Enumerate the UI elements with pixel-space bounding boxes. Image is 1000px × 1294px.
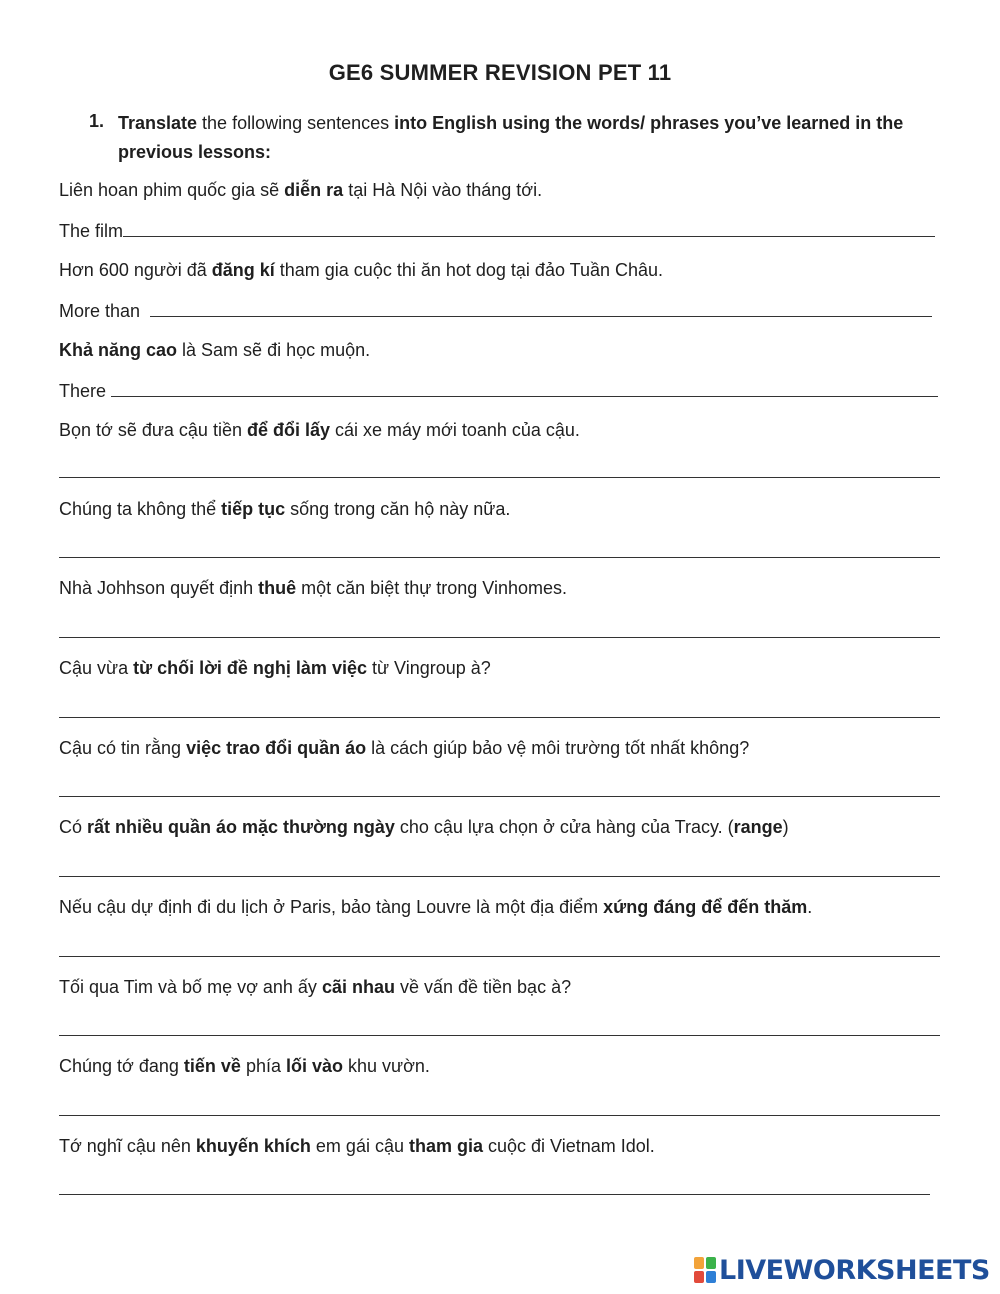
- sentence-text: ): [782, 817, 789, 837]
- sentence-text: một căn biệt thự trong Vinhomes.: [296, 578, 568, 598]
- instruction-number: 1.: [89, 111, 105, 131]
- sentence-text: cho cậu lựa chọn ở cửa hàng của Tracy. (: [394, 817, 734, 837]
- sentence-text: the following sentences: [197, 113, 395, 133]
- answer-prompt: More than: [59, 301, 151, 321]
- sentence-text: Chúng tớ đang: [59, 1056, 184, 1076]
- vietnamese-sentence: [59, 420, 580, 441]
- liveworksheets-logo-text: LIVEWORKSHEETS: [719, 1254, 990, 1286]
- key-phrase: Khả năng cao: [59, 340, 178, 360]
- sentence-text: Cậu có tin rằng: [59, 738, 187, 758]
- key-phrase: range: [733, 817, 783, 837]
- sentence-text: Liên hoan phim quốc gia sẽ: [59, 180, 285, 200]
- liveworksheets-logo-icon: [694, 1257, 716, 1283]
- answer-blank[interactable]: [59, 956, 940, 957]
- answer-blank[interactable]: [59, 796, 940, 797]
- answer-blank[interactable]: [59, 717, 940, 718]
- sentence-text: Tối qua Tim và bố mẹ vợ anh ấy: [59, 977, 322, 997]
- sentence-text: là Sam sẽ đi học muộn.: [177, 340, 371, 360]
- sentence-text: Hơn 600 người đã: [59, 260, 212, 280]
- vietnamese-sentence: [59, 738, 749, 759]
- sentence-text: Chúng ta không thể: [59, 499, 222, 519]
- vietnamese-sentence: [59, 260, 663, 281]
- sentence-text: tham gia cuộc thi ăn hot dog tại đảo Tuần Châu.: [274, 260, 664, 280]
- sentence-text: là cách giúp bảo vệ môi trường tốt nhất không?: [366, 738, 750, 758]
- answer-blank[interactable]: [59, 557, 940, 558]
- key-phrase: tiếp tục: [221, 499, 286, 519]
- answer-prompt: There: [59, 381, 112, 401]
- answer-blank[interactable]: [59, 1194, 930, 1195]
- vietnamese-sentence: [59, 1056, 430, 1077]
- sentence-text: cái xe máy mới toanh của cậu.: [330, 420, 580, 440]
- key-phrase: Translate: [118, 113, 198, 133]
- vietnamese-sentence: [59, 658, 491, 679]
- answer-blank[interactable]: [59, 1115, 940, 1116]
- vietnamese-sentence: [59, 1136, 655, 1157]
- answer-blank[interactable]: [59, 876, 940, 877]
- sentence-text: cuộc đi Vietnam Idol.: [483, 1136, 655, 1156]
- answer-line: [59, 300, 932, 322]
- sentence-text: em gái cậu: [310, 1136, 409, 1156]
- key-phrase: into English using the words/ phrases you’ve learned in the previous lessons:: [118, 113, 904, 162]
- answer-line: [59, 220, 935, 242]
- vietnamese-sentence: [59, 897, 812, 918]
- vietnamese-sentence: [59, 817, 789, 838]
- sentence-text: Nhà Johhson quyết định: [59, 578, 259, 598]
- answer-blank[interactable]: [150, 300, 932, 317]
- sentence-text: .: [807, 897, 813, 917]
- answer-blank[interactable]: [59, 637, 940, 638]
- sentence-text: về vấn đề tiền bạc à?: [394, 977, 572, 997]
- sentence-text: phía: [240, 1056, 286, 1076]
- sentence-text: Cậu vừa: [59, 658, 134, 678]
- worksheet-title: GE6 SUMMER REVISION PET 11: [328, 60, 672, 85]
- sentence-text: từ Vingroup à?: [366, 658, 491, 678]
- key-phrase: thuê: [258, 578, 297, 598]
- sentence-text: Bọn tớ sẽ đưa cậu tiền: [59, 420, 247, 440]
- vietnamese-sentence: [59, 977, 571, 998]
- key-phrase: cãi nhau: [321, 977, 395, 997]
- key-phrase: việc trao đổi quần áo: [186, 738, 367, 758]
- sentence-text: Nếu cậu dự định đi du lịch ở Paris, bảo tàng Louvre là một địa điểm: [59, 897, 604, 917]
- sentence-text: Tớ nghĩ cậu nên: [59, 1136, 196, 1156]
- key-phrase: lối vào: [285, 1056, 343, 1076]
- key-phrase: để đổi lấy: [246, 420, 330, 440]
- vietnamese-sentence: [59, 180, 542, 201]
- key-phrase: từ chối lời đề nghị làm việc: [133, 658, 367, 678]
- key-phrase: đăng kí: [211, 260, 275, 280]
- sentence-text: tại Hà Nội vào tháng tới.: [343, 180, 543, 200]
- instruction-text: [118, 109, 948, 167]
- key-phrase: rất nhiều quần áo mặc thường ngày: [87, 817, 395, 837]
- vietnamese-sentence: [59, 340, 370, 361]
- answer-line: [59, 380, 938, 402]
- answer-blank[interactable]: [123, 220, 935, 237]
- key-phrase: tiến về: [183, 1056, 241, 1076]
- sentence-text: sống trong căn hộ này nữa.: [285, 499, 511, 519]
- key-phrase: diễn ra: [284, 180, 344, 200]
- sentence-text: Có: [59, 817, 88, 837]
- key-phrase: khuyến khích: [195, 1136, 311, 1156]
- answer-blank[interactable]: [59, 1035, 940, 1036]
- key-phrase: xứng đáng để đến thăm: [603, 897, 808, 917]
- key-phrase: tham gia: [408, 1136, 483, 1156]
- sentence-text: khu vườn.: [343, 1056, 430, 1076]
- liveworksheets-logo: [694, 1255, 990, 1285]
- vietnamese-sentence: [59, 499, 510, 520]
- vietnamese-sentence: [59, 578, 567, 599]
- answer-prompt: The film: [59, 221, 124, 241]
- answer-blank[interactable]: [59, 477, 940, 478]
- answer-blank[interactable]: [111, 380, 938, 397]
